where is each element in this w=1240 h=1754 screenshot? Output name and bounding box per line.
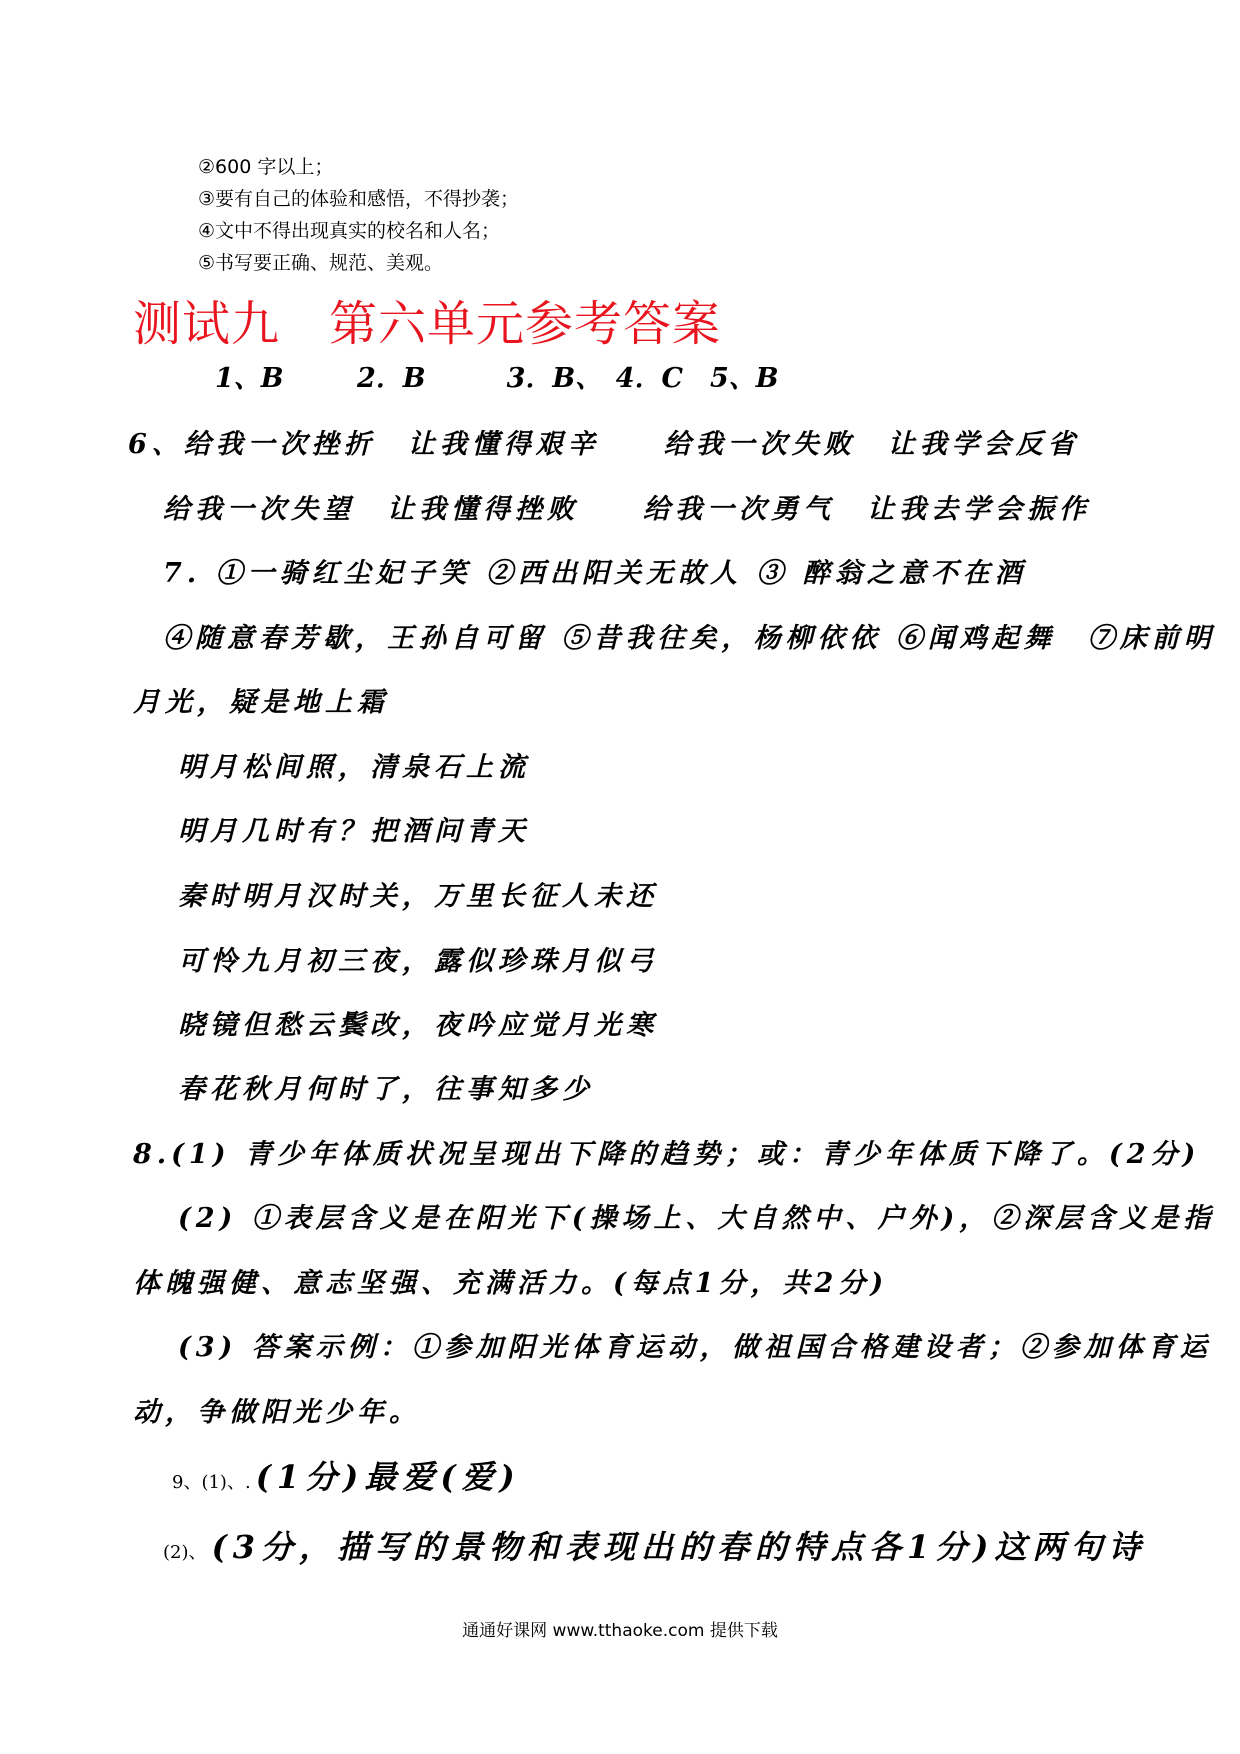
q9-line-2-text: (3分，描写的景物和表现出的春的特点各1分)这两句诗 — [211, 1528, 1147, 1566]
poem-line: 春花秋月何时了，往事知多少 — [178, 1074, 594, 1105]
requirement-4: ④文中不得出现真实的校名和人名； — [198, 220, 501, 242]
q7-line-2: ④随意春芳歇，王孙自可留 ⑤昔我往矣，杨柳依依 ⑥闻鸡起舞 ⑦床前明 — [163, 623, 1216, 654]
footer-credit: 通通好课网 www.tthaoke.com 提供下载 — [462, 1621, 778, 1641]
poem-line: 明月几时有？把酒问青天 — [178, 816, 530, 847]
mc-answers: 1、B 2．B 3．B、 4．C 5、B — [215, 363, 779, 394]
q8-line-5: 动，争做阳光少年。 — [133, 1397, 421, 1428]
q9-line-2 — [163, 1522, 1146, 1568]
q9-line-1 — [172, 1452, 521, 1498]
q9-line-1-prefix: 9、(1)、. — [172, 1472, 251, 1493]
q7-line-1: 7. ①一骑红尘妃子笑 ②西出阳关无故人 ③ 醉翁之意不在酒 — [163, 558, 1027, 589]
poem-line: 可怜九月初三夜，露似珍珠月似弓 — [178, 946, 658, 977]
q6-line-2: 给我一次失望 让我懂得挫败 给我一次勇气 让我去学会振作 — [163, 494, 1091, 525]
q9-line-2-prefix: (2)、 — [163, 1542, 207, 1563]
q9-line-1-text: (1分)最爱(爱) — [255, 1458, 521, 1496]
requirement-3: ③要有自己的体验和感悟，不得抄袭； — [198, 188, 520, 210]
requirement-2: ②600 字以上； — [198, 156, 334, 178]
page-title: 测试九 第六单元参考答案 — [133, 296, 722, 352]
poem-line: 秦时明月汉时关，万里长征人未还 — [178, 881, 658, 912]
q8-line-2: (2) ①表层含义是在阳光下(操场上、大自然中、户外)，②深层含义是指 — [178, 1203, 1216, 1234]
q8-line-4: (3) 答案示例：①参加阳光体育运动，做祖国合格建设者；②参加体育运 — [178, 1332, 1212, 1363]
q7-line-3: 月光，疑是地上霜 — [133, 687, 389, 718]
q6-line-1: 6、给我一次挫折 让我懂得艰辛 给我一次失败 让我学会反省 — [128, 429, 1080, 460]
q8-line-1: 8.(1) 青少年体质状况呈现出下降的趋势；或：青少年体质下降了。(2分) — [133, 1139, 1201, 1170]
requirement-5: ⑤书写要正确、规范、美观。 — [198, 252, 444, 274]
poem-line: 明月松间照，清泉石上流 — [178, 752, 530, 783]
q8-line-3: 体魄强健、意志坚强、充满活力。(每点1分，共2分) — [133, 1268, 889, 1299]
poem-line: 晓镜但愁云鬓改，夜吟应觉月光寒 — [178, 1010, 658, 1041]
